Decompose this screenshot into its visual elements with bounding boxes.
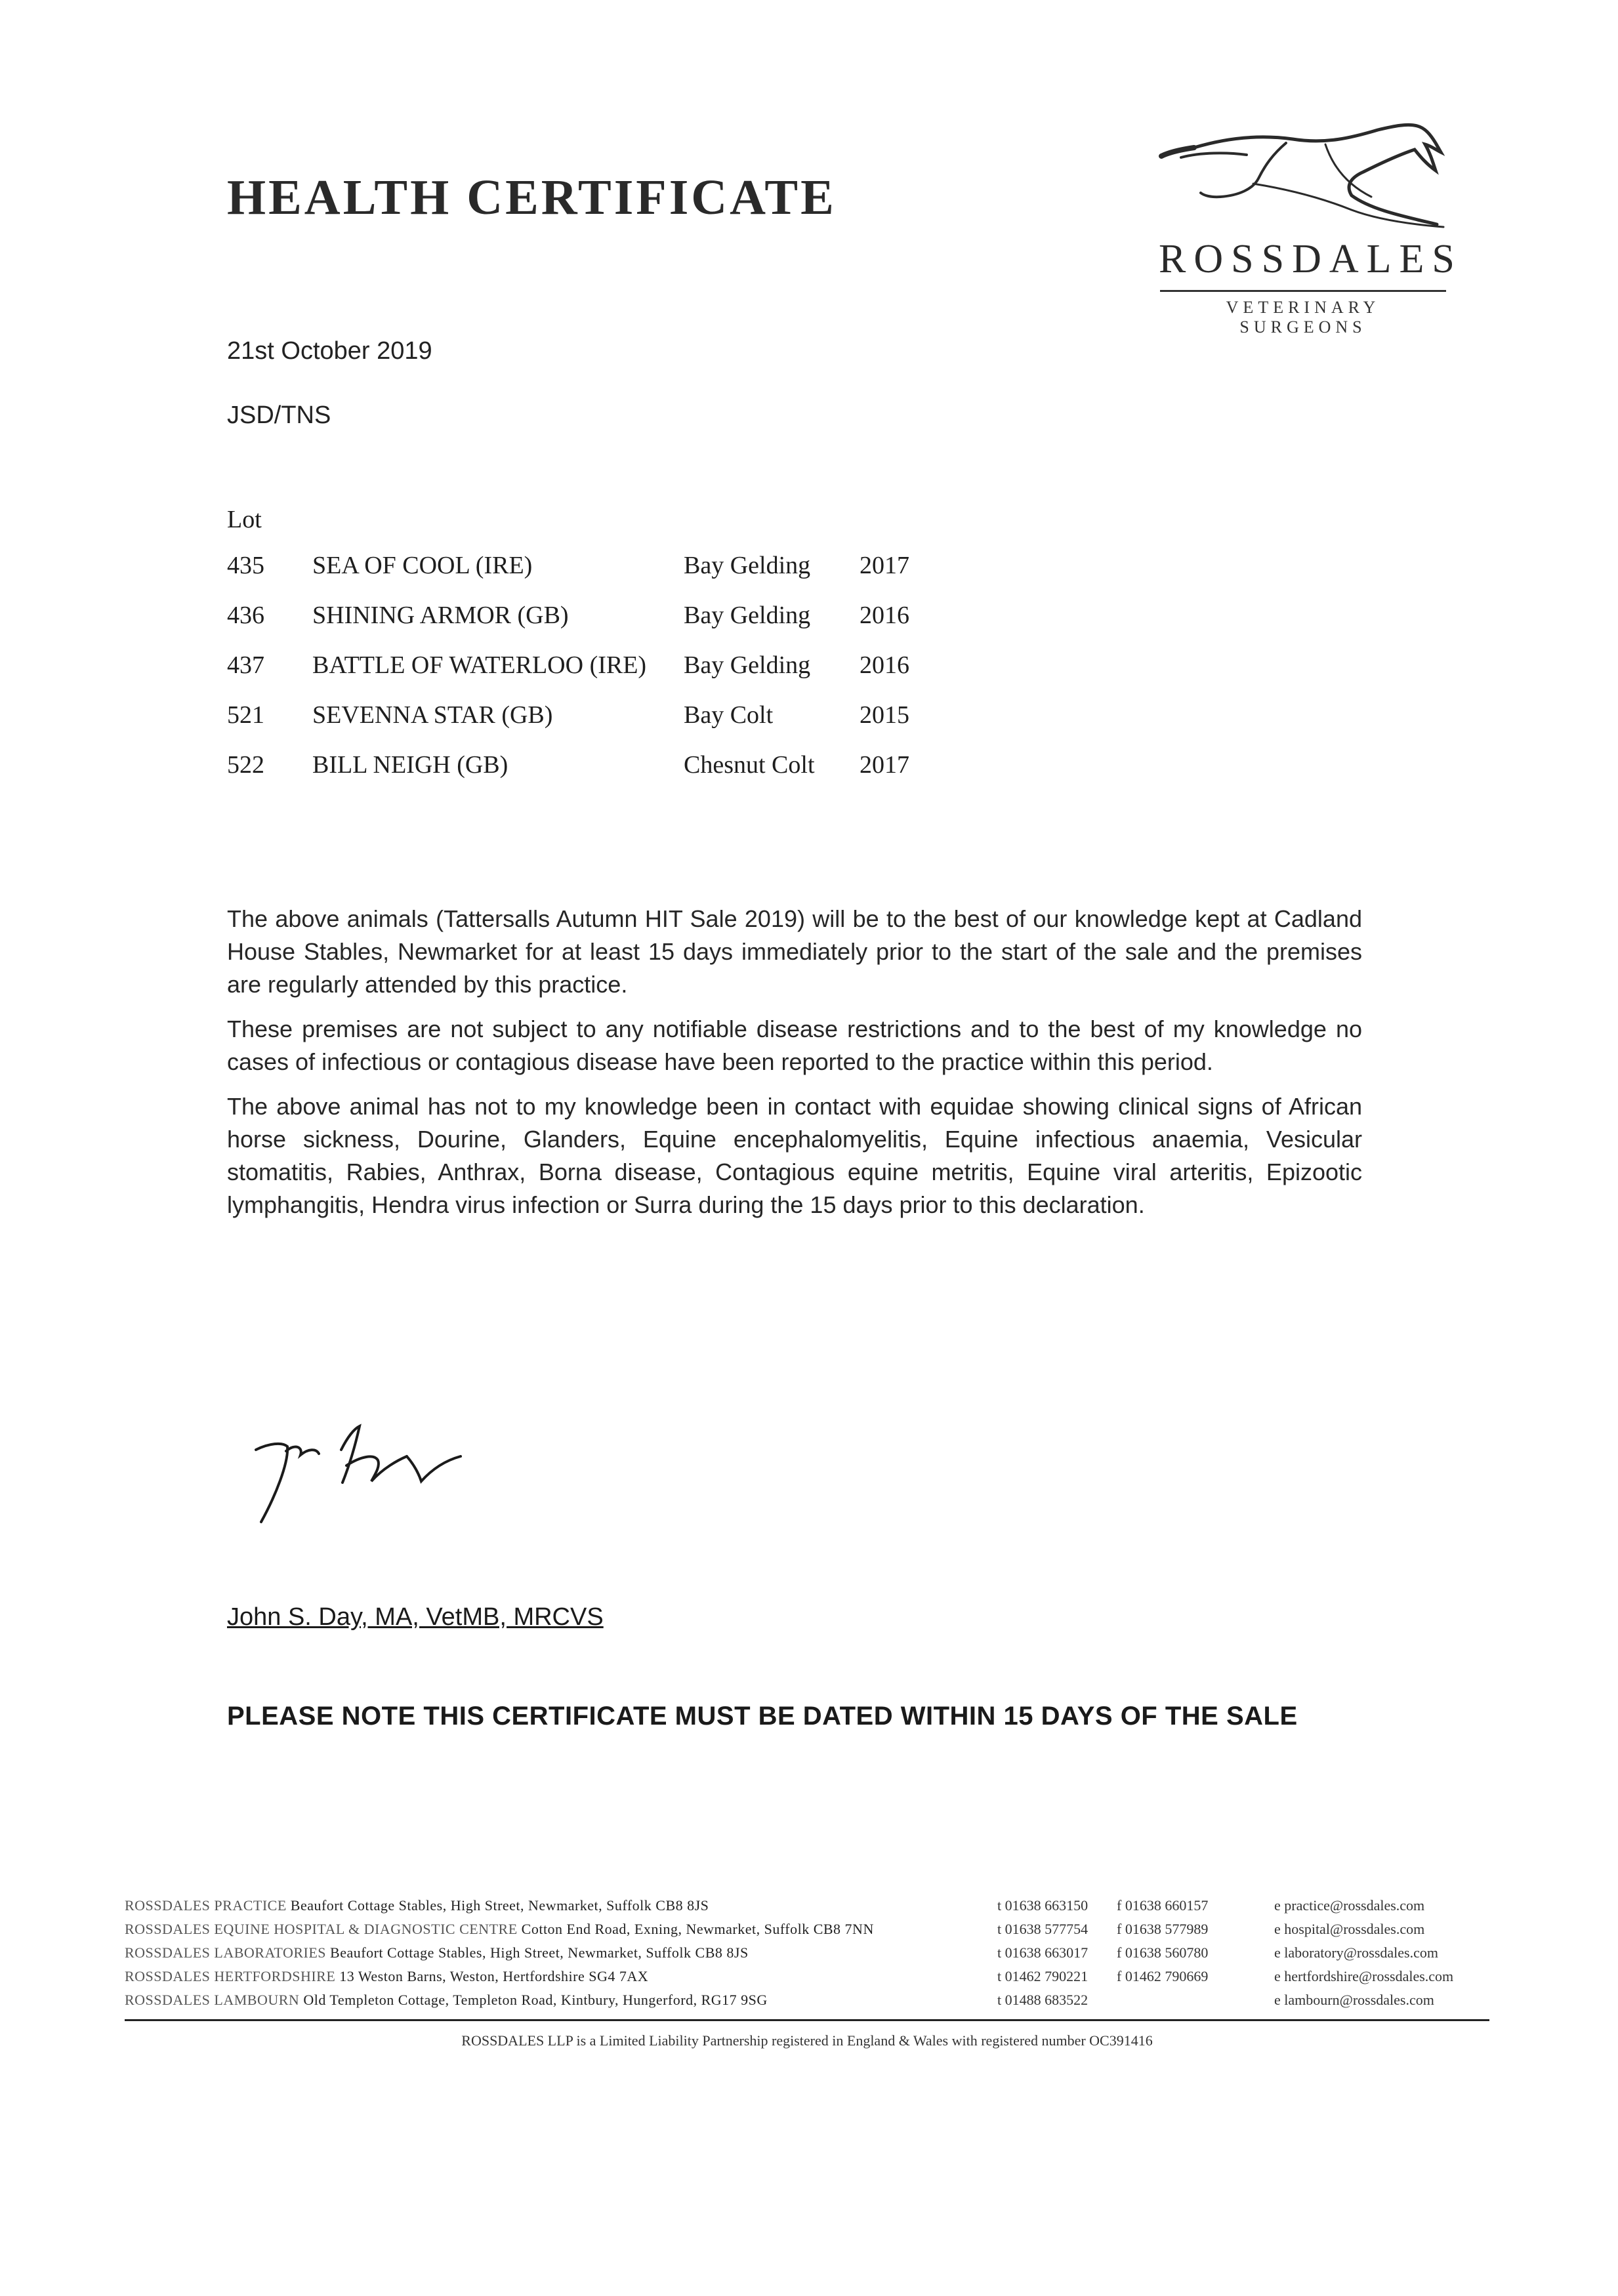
horse-description: Bay Gelding: [684, 552, 811, 579]
office-fax: f 01462 790669: [1117, 1968, 1209, 1984]
office-name: ROSSDALES HERTFORDSHIRE 13 Weston Barns, Weston, Hertfordshire SG4 7AX: [125, 1968, 649, 1984]
office-phone: t 01488 683522: [997, 1992, 1089, 2008]
office-phone: t 01462 790221: [997, 1968, 1089, 1984]
logo-name: ROSSDALES: [1159, 237, 1462, 281]
lot-number: 521: [227, 701, 264, 729]
document-title: HEALTH CERTIFICATE: [227, 170, 837, 225]
lot-row: [227, 551, 949, 601]
horse-description: Bay Gelding: [684, 602, 811, 629]
certificate-body: [227, 903, 1362, 1233]
horse-year: 2016: [860, 602, 909, 629]
dating-notice: PLEASE NOTE THIS CERTIFICATE MUST BE DATED WITHIN 15 DAYS OF THE SALE: [227, 1702, 1298, 1731]
lot-row: [227, 651, 949, 701]
horse-name: SEA OF COOL (IRE): [312, 552, 533, 579]
office-email: e practice@rossdales.com: [1274, 1897, 1425, 1914]
lot-number: 522: [227, 751, 264, 779]
office-name: ROSSDALES EQUINE HOSPITAL & DIAGNOSTIC CENTRE Cotton End Road, Exning, Newmarket, Suffolk CB8 7NN: [125, 1921, 874, 1937]
office-address: 13 Weston Barns, Weston, Hertfordshire SG4 7AX: [339, 1968, 649, 1984]
office-fax: f 01638 560780: [1117, 1944, 1209, 1961]
galloping-horse-icon: [1155, 112, 1450, 236]
legal-notice: ROSSDALES LLP is a Limited Liability Partnership registered in England & Wales with registered number OC391416: [461, 2032, 1153, 2049]
office-fax: f 01638 660157: [1117, 1897, 1209, 1914]
horse-description: Bay Colt: [684, 701, 774, 729]
disease-declaration-paragraph: The above animal has not to my knowledge been in contact with equidae showing clinical signs of African horse sickness, Dourine, Glanders, Equine encephalomyelitis, Equine infectious anaemia, Vesicular stomatitis, Rabies, Anthrax, Borna disease, Contagious equine metritis, Equine viral arteritis, Epizootic lymphangitis, Hendra virus infection or Surra during the 15 days prior to this declaration.: [227, 1093, 1362, 1218]
rossdales-logo: [1155, 112, 1462, 337]
lot-number: 436: [227, 602, 264, 629]
lot-row: [227, 701, 949, 750]
premises-paragraph: The above animals (Tattersalls Autumn HIT Sale 2019) will be to the best of our knowledge kept at Cadland House Stables, Newmarket for at least 15 days immediately prior to the start of the sale and the premises are regularly attended by this practice.: [227, 905, 1362, 998]
footer-office-row: [125, 1897, 1489, 1921]
logo-divider: [1160, 290, 1446, 292]
lot-number: 437: [227, 651, 264, 679]
handwritten-signature: [243, 1410, 505, 1535]
footer-office-row: [125, 1921, 1489, 1944]
office-phone: t 01638 577754: [997, 1921, 1089, 1937]
footer-office-row: [125, 1968, 1489, 1992]
horse-name: BILL NEIGH (GB): [312, 751, 508, 779]
restrictions-paragraph: These premises are not subject to any notifiable disease restrictions and to the best of my knowledge no cases of infectious or contagious disease have been reported to the practice within this period.: [227, 1015, 1362, 1075]
office-address: Old Templeton Cottage, Templeton Road, Kintbury, Hungerford, RG17 9SG: [303, 1992, 768, 2008]
horse-description: Chesnut Colt: [684, 751, 815, 779]
horse-name: SEVENNA STAR (GB): [312, 701, 553, 729]
footer-divider: [125, 2019, 1489, 2021]
footer-office-row: [125, 1944, 1489, 1968]
office-email: e laboratory@rossdales.com: [1274, 1944, 1438, 1961]
horse-description: Bay Gelding: [684, 651, 811, 679]
horse-year: 2017: [860, 751, 909, 779]
office-email: e hertfordshire@rossdales.com: [1274, 1968, 1454, 1984]
horse-year: 2017: [860, 552, 909, 579]
certificate-reference: JSD/TNS: [227, 401, 331, 429]
logo-tagline: VETERINARY SURGEONS: [1226, 298, 1380, 337]
office-address: Cotton End Road, Exning, Newmarket, Suffolk CB8 7NN: [521, 1921, 874, 1937]
horse-year: 2015: [860, 701, 909, 729]
office-name: ROSSDALES PRACTICE Beaufort Cottage Stables, High Street, Newmarket, Suffolk CB8 8JS: [125, 1897, 709, 1914]
lot-row: [227, 601, 949, 651]
office-address: Beaufort Cottage Stables, High Street, Newmarket, Suffolk CB8 8JS: [290, 1897, 709, 1914]
office-name: ROSSDALES LABORATORIES Beaufort Cottage Stables, High Street, Newmarket, Suffolk CB8 8JS: [125, 1944, 749, 1961]
certificate-date: 21st October 2019: [227, 337, 432, 365]
horse-year: 2016: [860, 651, 909, 679]
footer-office-row: [125, 1992, 1489, 2015]
office-name: ROSSDALES LAMBOURN Old Templeton Cottage, Templeton Road, Kintbury, Hungerford, RG17 9SG: [125, 1992, 768, 2008]
signatory-name: John S. Day, MA, VetMB, MRCVS: [227, 1603, 604, 1631]
office-email: e lambourn@rossdales.com: [1274, 1992, 1434, 2008]
footer-addresses: [125, 1897, 1489, 2015]
office-fax: f 01638 577989: [1117, 1921, 1209, 1937]
horse-name: SHINING ARMOR (GB): [312, 602, 569, 629]
lot-row: [227, 750, 949, 800]
horse-name: BATTLE OF WATERLOO (IRE): [312, 651, 647, 679]
office-address: Beaufort Cottage Stables, High Street, Newmarket, Suffolk CB8 8JS: [330, 1944, 749, 1961]
lot-heading: Lot: [227, 506, 262, 533]
office-phone: t 01638 663017: [997, 1944, 1089, 1961]
lot-number: 435: [227, 552, 264, 579]
office-email: e hospital@rossdales.com: [1274, 1921, 1425, 1937]
lot-table: [227, 551, 949, 800]
office-phone: t 01638 663150: [997, 1897, 1089, 1914]
